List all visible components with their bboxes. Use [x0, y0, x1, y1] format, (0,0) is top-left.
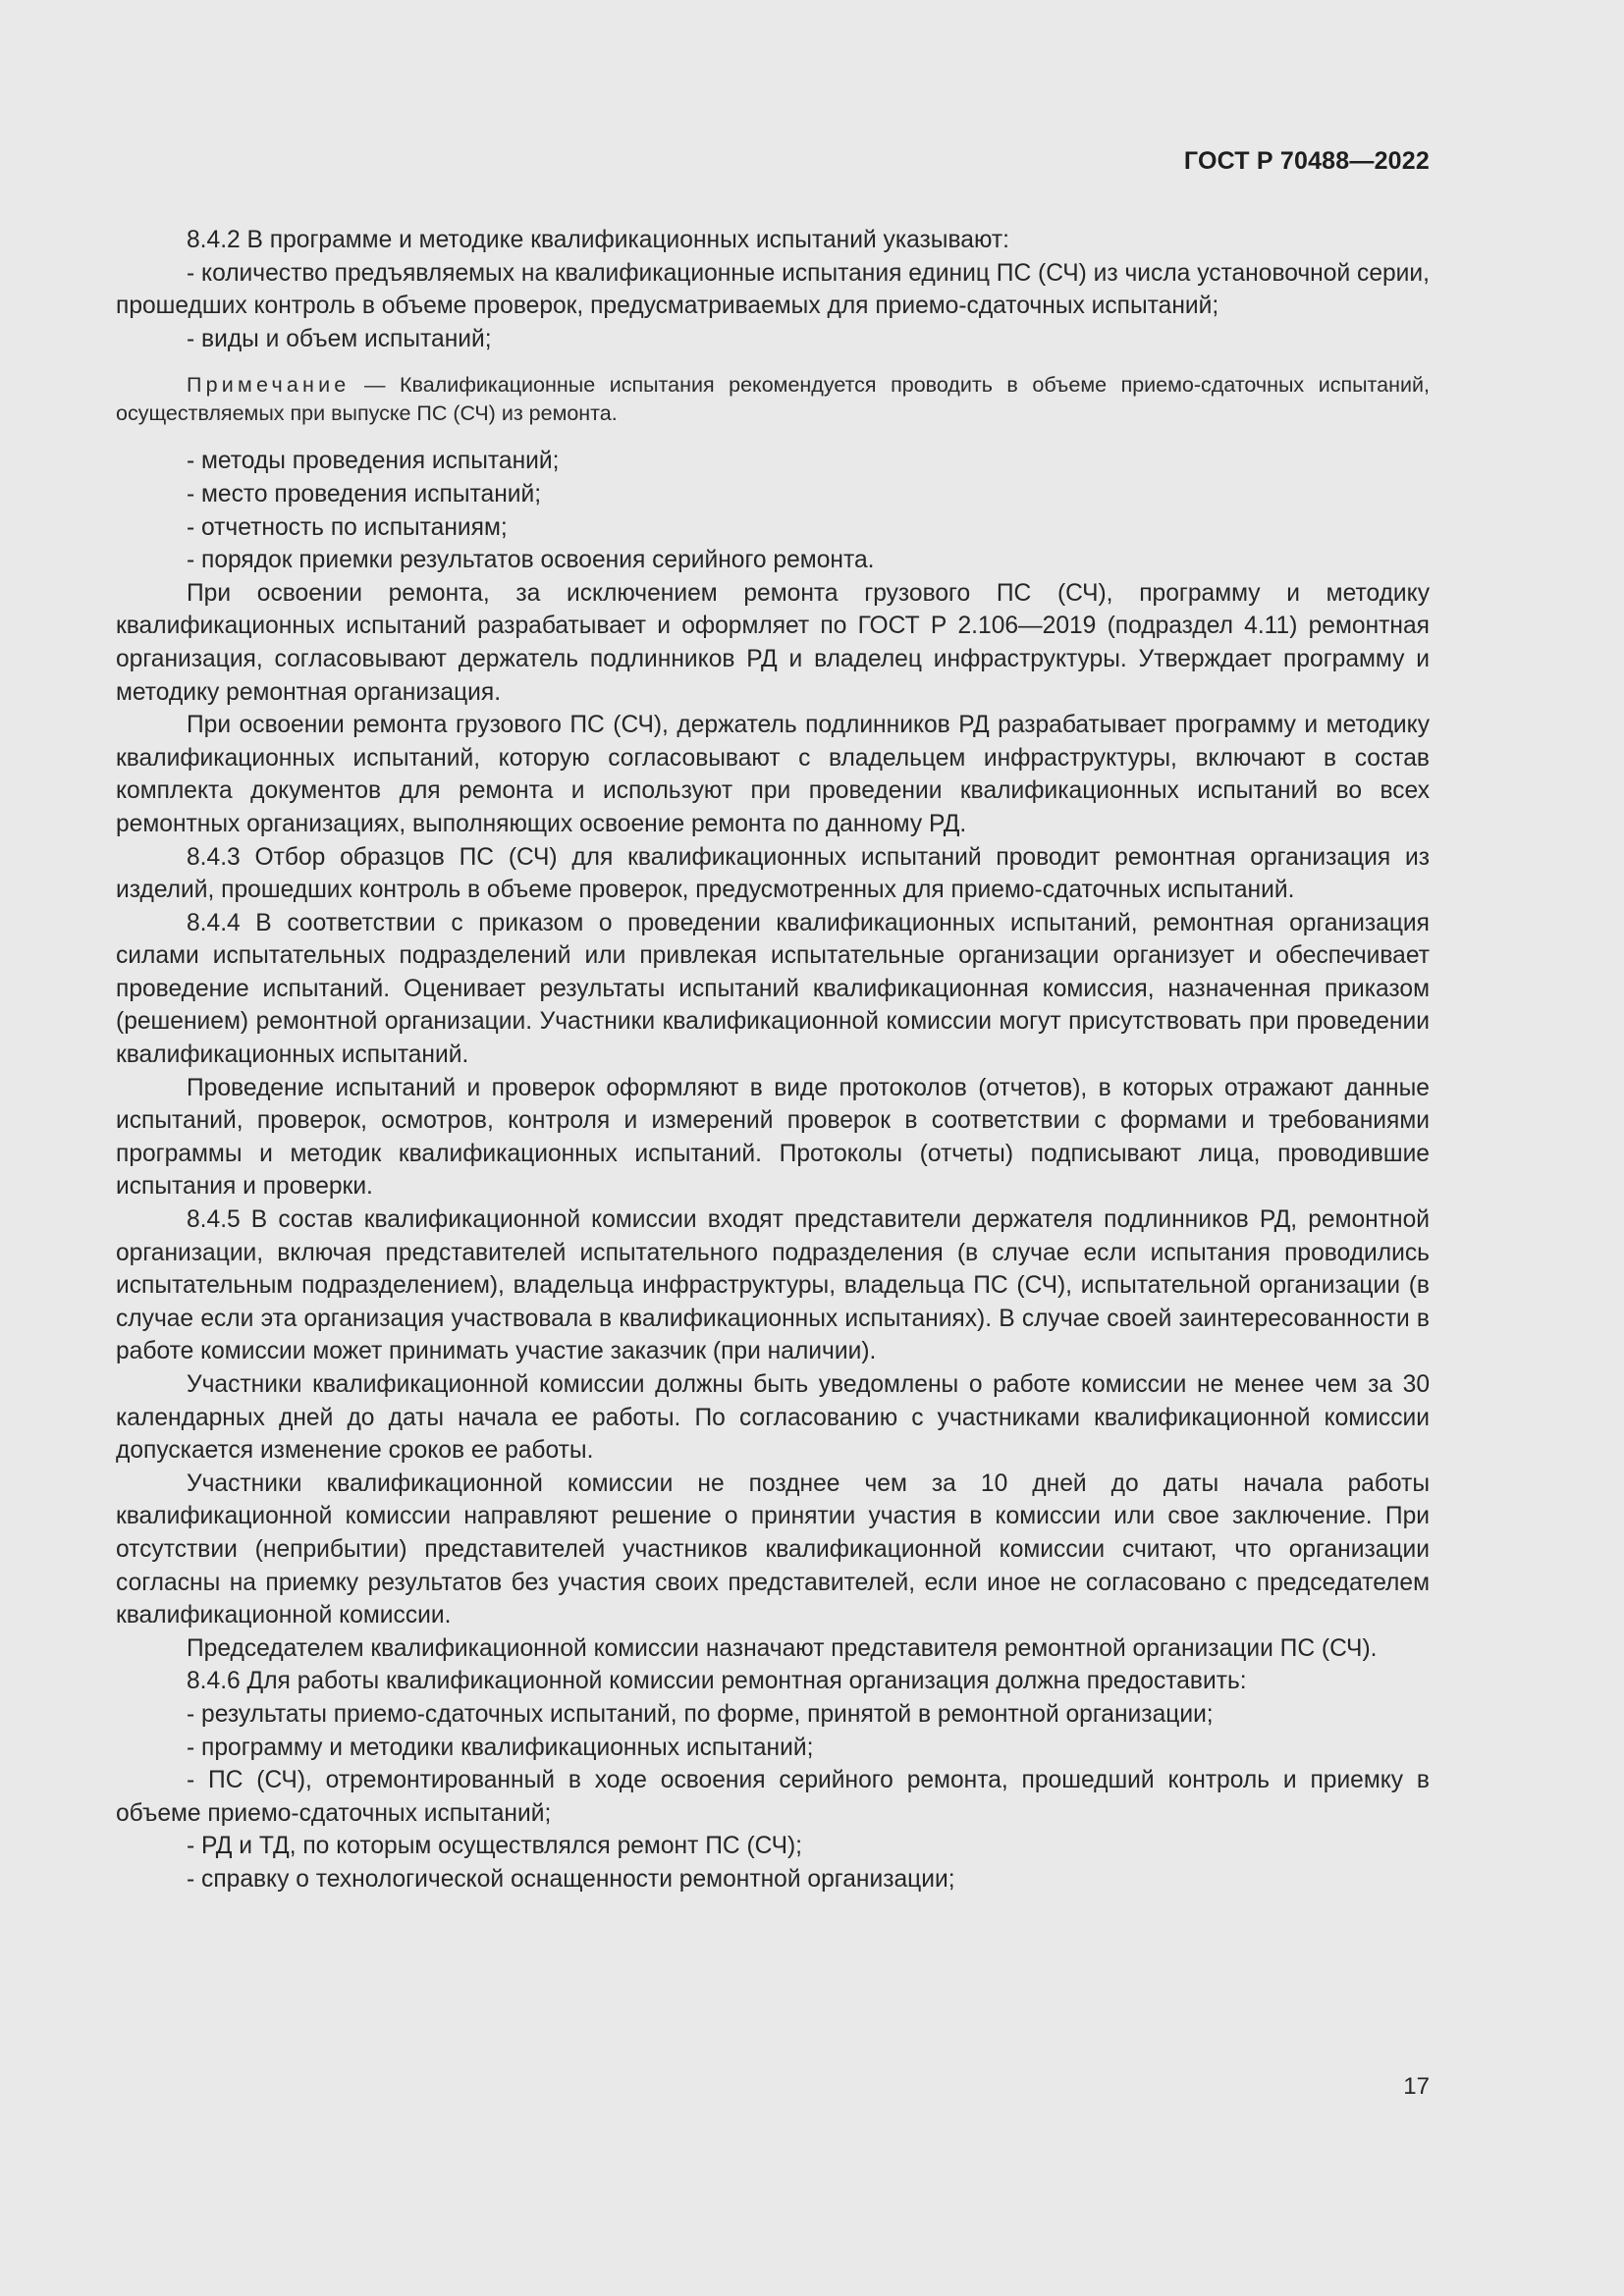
list-item: - количество предъявляемых на квалификационные испытания единиц ПС (СЧ) из числа установочной серии, прошедших контроль в объеме проверок, предусматриваемых для приемо-сдаточных испытаний; — [116, 259, 1430, 320]
list-item: - РД и ТД, по которым осуществлялся ремонт ПС (СЧ); — [187, 1833, 803, 1860]
list-item: - виды и объем испытаний; — [187, 325, 492, 352]
paragraph-8-4-2: 8.4.2 В программе и методике квалификационных испытаний указывают: — [187, 227, 1009, 253]
document-body — [116, 224, 1430, 1896]
paragraph: Председателем квалификационной комиссии назначают представителя ремонтной организации ПС (СЧ). — [187, 1634, 1378, 1662]
list-item: - место проведения испытаний; — [187, 480, 542, 507]
paragraph: Участники квалификационной комиссии должны быть уведомлены о работе комиссии не менее чем за 30 календарных дней до даты начала ее работы. По согласованию с участниками квалификационной комиссии допускается изменение сроков ее работы. — [116, 1371, 1430, 1465]
note-text: — Квалификационные испытания рекомендуется проводить в объеме приемо-сдаточных испытаний, осуществляемых при выпуске ПС (СЧ) из ремонта. — [116, 373, 1430, 425]
paragraph: Участники квалификационной комиссии не позднее чем за 10 дней до даты начала работы квалификационной комиссии направляют решение о принятии участия в комиссии или свое заключение. При отсутствии (неприбытии) представителей участников квалификационной комиссии считают, что организации согласны на приемку результатов без участия своих представителей, если иное не согласовано с председателем квалификационной комиссии. — [116, 1469, 1430, 1629]
list-item: - справку о технологической оснащенности ремонтной организации; — [187, 1865, 955, 1893]
list-item: - отчетность по испытаниям; — [187, 513, 508, 541]
document-id-header: ГОСТ Р 70488—2022 — [1183, 147, 1430, 175]
page-number: 17 — [1403, 2073, 1430, 2100]
paragraph: Проведение испытаний и проверок оформляют в виде протоколов (отчетов), в которых отражают данные испытаний, проверок, осмотров, контроля и измерений проверок в соответствии с формами и требованиями программы и методик квалификационных испытаний. Протоколы (отчеты) подписывают лица, проводившие испытания и проверки. — [116, 1074, 1430, 1201]
list-item: - ПС (СЧ), отремонтированный в ходе освоения серийного ремонта, прошедший контроль и приемку в объеме приемо-сдаточных испытаний; — [116, 1767, 1430, 1827]
paragraph: При освоении ремонта грузового ПС (СЧ), держатель подлинников РД разрабатывает программу и методику квалификационных испытаний, которую согласовывают с владельцем инфраструктуры, включают в состав комплекта документов для ремонта и используют при проведении квалификационных испытаний во всех ремонтных организациях, выполняющих освоение ремонта по данному РД. — [116, 712, 1430, 837]
paragraph: При освоении ремонта, за исключением ремонта грузового ПС (СЧ), программу и методику квалификационных испытаний разрабатывает и оформляет по ГОСТ Р 2.106—2019 (подраздел 4.11) ремонтная организация, согласовывают держатель подлинников РД и владелец инфраструктуры. Утверждает программу и методику ремонтная организация. — [116, 579, 1430, 706]
paragraph-8-4-3: 8.4.3 Отбор образцов ПС (СЧ) для квалификационных испытаний проводит ремонтная организация из изделий, прошедших контроль в объеме проверок, предусмотренных для приемо-сдаточных испытаний. — [116, 843, 1430, 904]
list-item: - результаты приемо-сдаточных испытаний, по форме, принятой в ремонтной организации; — [187, 1700, 1214, 1728]
list-item: - программу и методики квалификационных испытаний; — [187, 1734, 814, 1761]
list-item: - методы проведения испытаний; — [187, 448, 560, 475]
list-item: - порядок приемки результатов освоения серийного ремонта. — [187, 547, 875, 574]
note — [116, 371, 1430, 427]
paragraph-8-4-6: 8.4.6 Для работы квалификационной комиссии ремонтная организация должна предоставить: — [187, 1668, 1247, 1695]
note-label: Примечание — [187, 373, 351, 398]
paragraph-8-4-5: 8.4.5 В состав квалификационной комиссии входят представители держателя подлинников РД, ремонтной организации, включая представителей испытательного подразделения (в случае если испытания проводились испытательным подразделением), владельца инфраструктуры, владельца ПС (СЧ), испытательной организации (в случае если эта организация участвовала в квалификационных испытаниях). В случае своей заинтересованности в работе комиссии может принимать участие заказчик (при наличии). — [116, 1206, 1430, 1365]
paragraph-8-4-4: 8.4.4 В соответствии с приказом о проведении квалификационных испытаний, ремонтная организация силами испытательных подразделений или привлекая испытательные организации организует и обеспечивает проведение испытаний. Оценивает результаты испытаний квалификационная комиссия, назначенная приказом (решением) ремонтной организации. Участники квалификационной комиссии могут присутствовать при проведении квалификационных испытаний. — [116, 909, 1430, 1069]
